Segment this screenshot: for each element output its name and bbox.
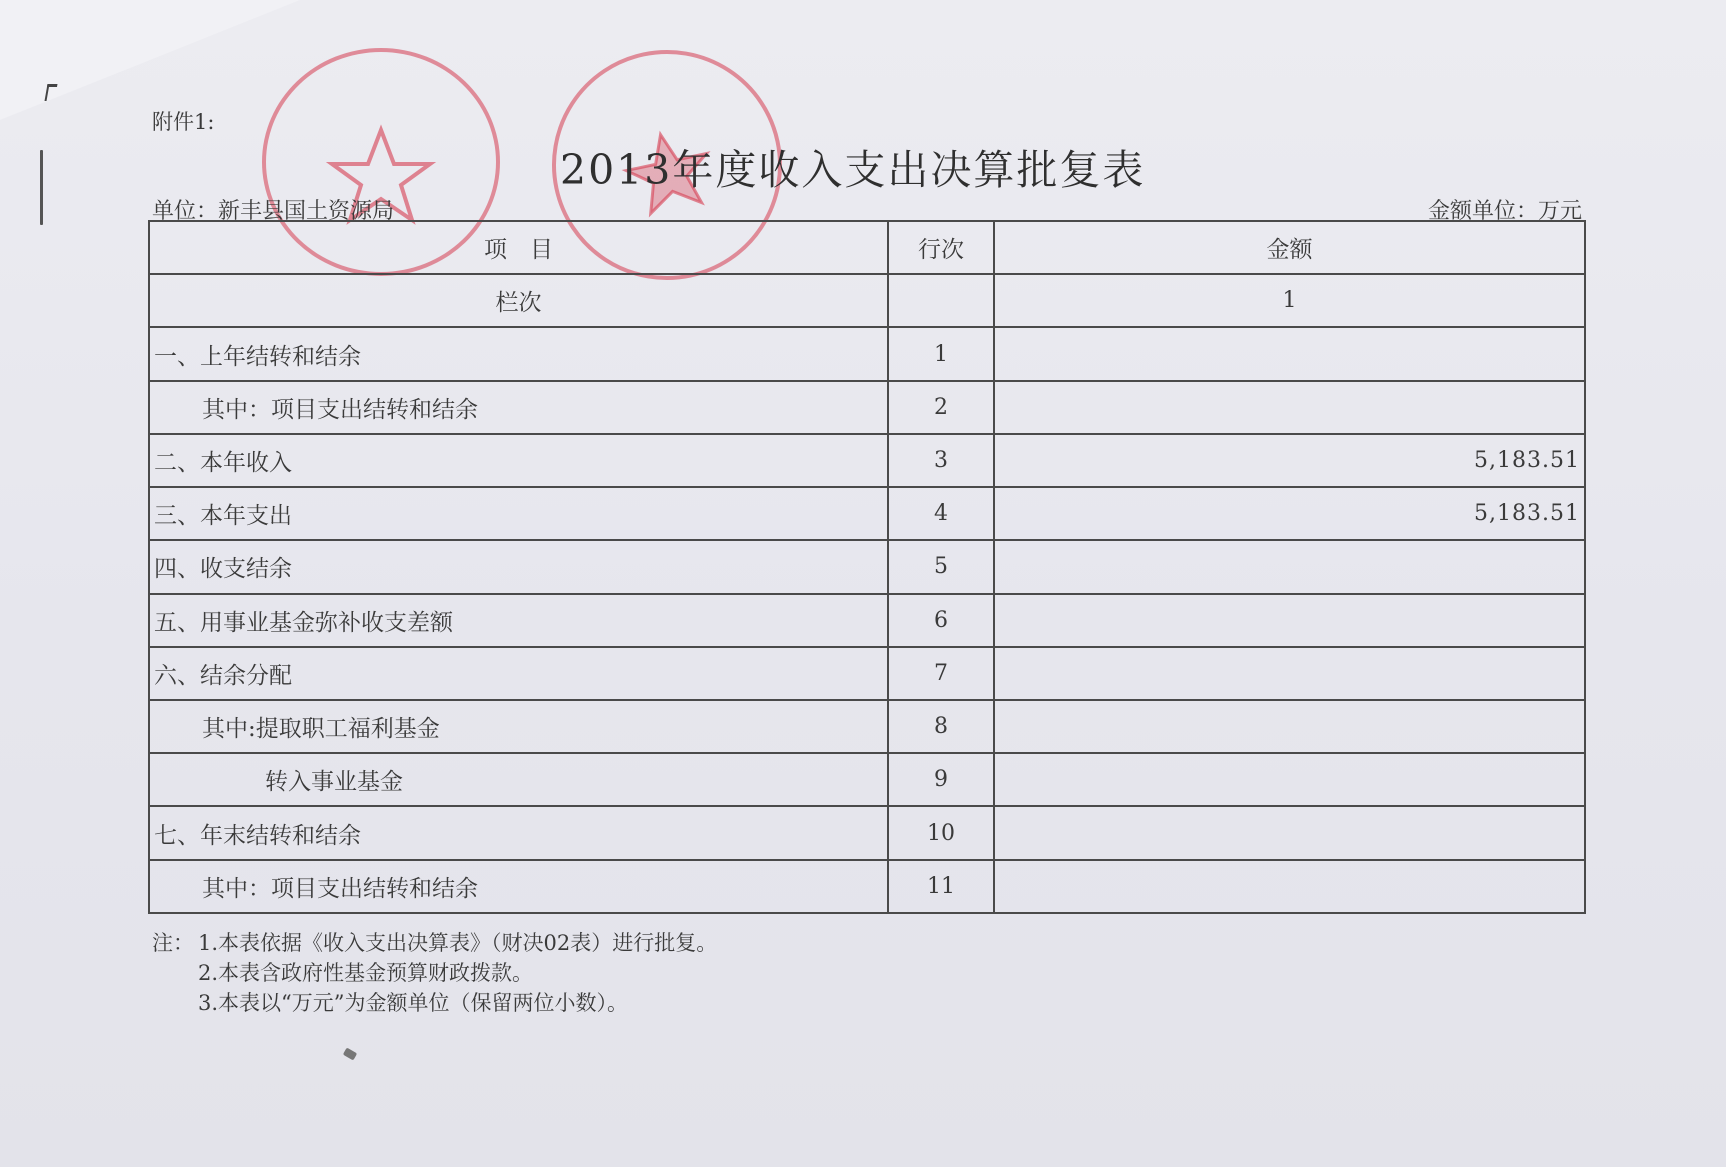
table-row [149, 327, 1585, 380]
folded-corner [0, 0, 300, 120]
row-no: 6 [888, 594, 994, 647]
row-item: 其中：项目支出结转和结余 [149, 381, 888, 434]
row-no: 5 [888, 540, 994, 593]
note-text: 1.本表依据《收入支出决算表》（财决02表）进行批复。 [198, 931, 718, 955]
table-row [149, 647, 1585, 700]
amount-unit-label: 金额单位：万元 [1427, 199, 1582, 224]
approval-table [148, 220, 1586, 914]
row-item: 四、收支结余 [149, 540, 888, 593]
row-amount [994, 860, 1585, 913]
row-no: 3 [888, 434, 994, 487]
table-row [149, 381, 1585, 434]
row-amount [994, 381, 1585, 434]
row-amount [994, 647, 1585, 700]
note-text: 2.本表含政府性基金预算财政拨款。 [198, 961, 534, 985]
header-amount: 金额 [994, 221, 1585, 274]
row-item: 七、年末结转和结余 [149, 806, 888, 859]
row-amount: 5,183.51 [994, 487, 1585, 540]
row-item: 五、用事业基金弥补收支差额 [149, 594, 888, 647]
row-amount [994, 594, 1585, 647]
row-amount [994, 327, 1585, 380]
table-row [149, 806, 1585, 859]
page-title: 2013年度收入支出决算批复表 [560, 146, 1146, 194]
row-item: 其中:提取职工福利基金 [149, 700, 888, 753]
header-item: 项 目 [149, 221, 888, 274]
row-item: 二、本年收入 [149, 434, 888, 487]
notes [152, 928, 717, 1018]
note-text: 3.本表以“万元”为金额单位（保留两位小数）。 [198, 991, 629, 1015]
row-item: 转入事业基金 [149, 753, 888, 806]
note-line [152, 988, 717, 1018]
note-line [152, 958, 717, 988]
row-no: 10 [888, 806, 994, 859]
column-index-row-no [888, 274, 994, 327]
column-index-item: 栏次 [149, 274, 888, 327]
table-row [149, 700, 1585, 753]
row-amount [994, 540, 1585, 593]
row-amount: 5,183.51 [994, 434, 1585, 487]
row-amount [994, 806, 1585, 859]
note-line [152, 928, 717, 958]
row-no: 4 [888, 487, 994, 540]
attachment-label: 附件1: [152, 110, 215, 134]
notes-prefix: 注： [152, 931, 194, 955]
table-row [149, 540, 1585, 593]
header-row-no: 行次 [888, 221, 994, 274]
column-index-row [149, 274, 1585, 327]
row-item: 六、结余分配 [149, 647, 888, 700]
row-no: 2 [888, 381, 994, 434]
table-row [149, 594, 1585, 647]
row-no: 9 [888, 753, 994, 806]
scan-speck [343, 1048, 357, 1061]
staple-mark [40, 150, 43, 225]
row-item: 其中：项目支出结转和结余 [149, 860, 888, 913]
column-index-amount: 1 [994, 274, 1585, 327]
table-row [149, 434, 1585, 487]
row-no: 11 [888, 860, 994, 913]
row-item: 一、上年结转和结余 [149, 327, 888, 380]
unit-label: 单位：新丰县国土资源局 [152, 199, 395, 224]
row-amount [994, 700, 1585, 753]
table-row [149, 860, 1585, 913]
header-row [149, 221, 1585, 274]
row-item: 三、本年支出 [149, 487, 888, 540]
row-no: 8 [888, 700, 994, 753]
row-amount [994, 753, 1585, 806]
row-no: 1 [888, 327, 994, 380]
table-row [149, 487, 1585, 540]
row-no: 7 [888, 647, 994, 700]
table-row [149, 753, 1585, 806]
